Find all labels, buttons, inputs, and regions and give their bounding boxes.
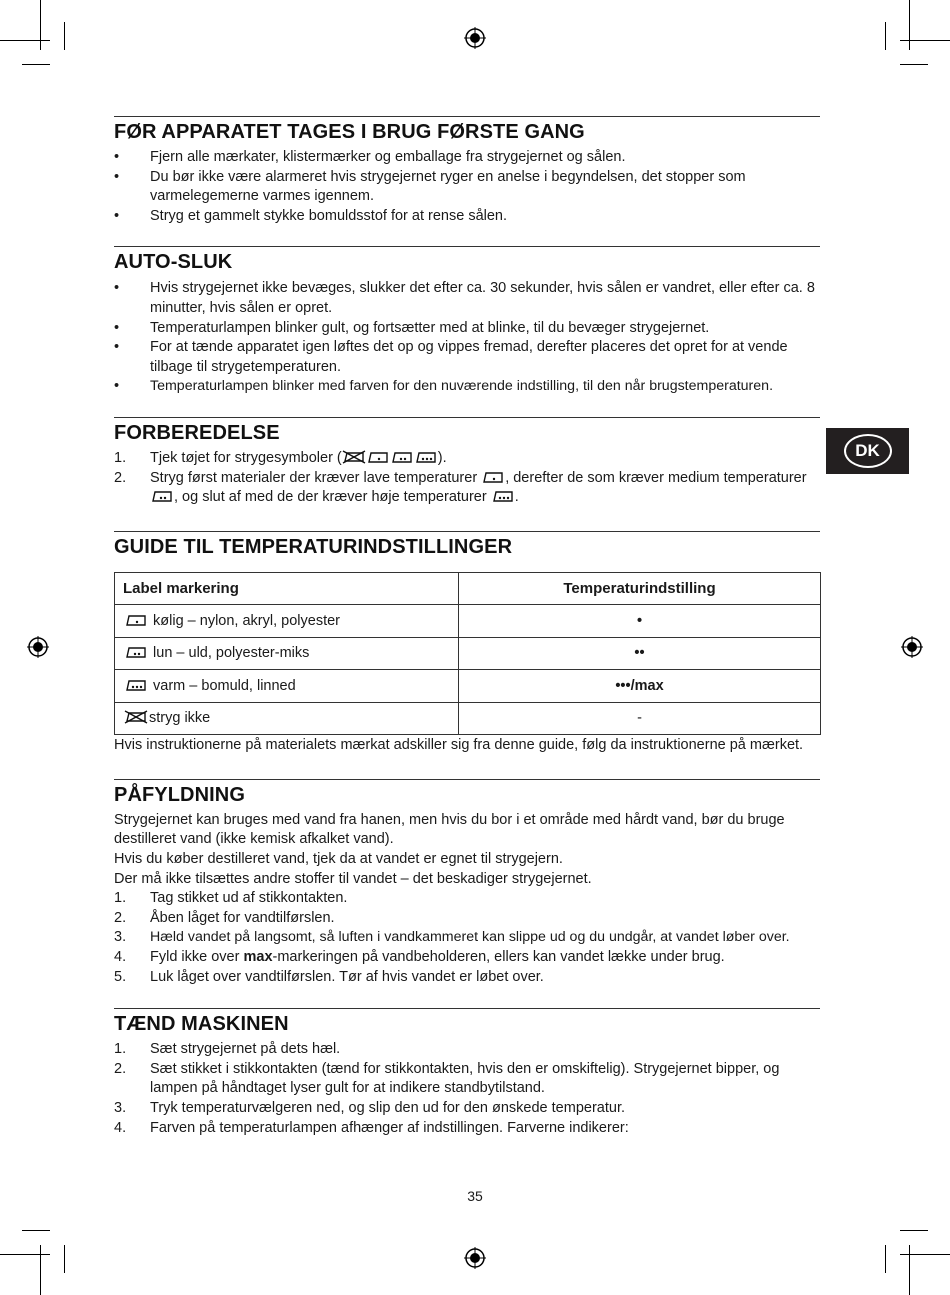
iron-2-dots-icon: [390, 450, 414, 464]
crop-mark: [900, 1254, 950, 1255]
crop-mark: [909, 1245, 910, 1295]
list-item: [114, 889, 820, 909]
list-item-text: [150, 469, 820, 508]
section-title: FORBEREDELSE: [114, 421, 280, 444]
crop-mark: [885, 1245, 886, 1273]
table-row: [115, 637, 821, 670]
iron-3-dots-icon: [491, 489, 515, 503]
list-number: 2.: [114, 469, 127, 486]
section-preparation: [114, 417, 820, 508]
list-number: 4.: [114, 948, 127, 965]
text-span: , og slut af med de der kræver høje temperaturer: [174, 489, 491, 506]
list-item-text: [150, 948, 820, 968]
row-label: stryg ikke: [149, 710, 211, 727]
list-item: [114, 1040, 820, 1060]
list-item: [114, 449, 820, 469]
table-cell-setting: -: [459, 702, 821, 735]
list-item: [114, 319, 820, 339]
paragraph: Strygejernet kan bruges med vand fra hanen, men hvis du bor i et område med hårdt vand, bør du bruge destilleret vand (ikke kemisk afkalket vand).: [114, 811, 785, 848]
list-number: 5.: [114, 968, 127, 985]
text-span: Tjek tøjet for strygesymboler (: [150, 449, 342, 466]
list-item: [114, 148, 820, 168]
text-span: -markeringen på vandbeholderen, ellers kan vandet lække under brug.: [272, 948, 725, 965]
table-header-row: [115, 572, 821, 605]
list-item: [114, 909, 820, 929]
text-span: , derefter de som kræver medium temperaturer: [505, 469, 807, 486]
list-item-text: Du bør ikke være alarmeret hvis strygejernet ryger en anelse i begyndelsen, det stopper som varmelegemerne varmes igennem.: [150, 168, 746, 205]
crop-mark: [885, 22, 886, 50]
registration-mark-icon: [464, 1247, 486, 1269]
list-item: [114, 968, 820, 988]
crop-mark: [22, 64, 50, 65]
list-item: [114, 469, 820, 508]
section-temperature-guide: [114, 531, 820, 756]
list-item-text: Hvis strygejernet ikke bevæges, slukker det efter ca. 30 sekunder, hvis sålen er vandret, eller efter ca. 8 minutter, hvis sålen er opret.: [150, 280, 815, 316]
section-title: PÅFYLDNING: [114, 783, 245, 806]
section-first-use: [114, 116, 820, 226]
list-item-text: Luk låget over vandtilførslen. Tør af hvis vandet er løbet over.: [150, 968, 544, 985]
registration-mark-icon: [901, 636, 923, 658]
crop-mark: [40, 0, 41, 50]
crop-mark: [900, 64, 928, 65]
list-item-text: [150, 449, 820, 469]
row-label: lun – uld, polyester-miks: [153, 645, 310, 662]
iron-crossed-icon: [342, 450, 366, 464]
list-item: [114, 168, 820, 207]
iron-1-dot-icon: [123, 613, 149, 627]
crop-mark: [900, 1230, 928, 1231]
list-item: [114, 1060, 820, 1099]
iron-3-dots-icon: [123, 678, 149, 692]
registration-mark-icon: [27, 636, 49, 658]
section-title: TÆND MASKINEN: [114, 1013, 289, 1036]
table-cell-label: [115, 702, 459, 735]
list-item-text: For at tænde apparatet igen løftes det op og vippes fremad, derefter placeres det opret for at vende tilbage til strygetemperaturen.: [150, 339, 788, 375]
text-span: .: [514, 489, 519, 506]
guide-note: Hvis instruktionerne på materialets mærkat adskiller sig fra denne guide, følg da instruktionerne på mærket.: [114, 737, 804, 754]
crop-mark: [64, 22, 65, 50]
list-number: 3.: [114, 929, 127, 946]
column-header: Label markering: [115, 572, 459, 605]
table-cell-label: [115, 637, 459, 670]
list-item: [114, 1099, 820, 1119]
section-title: FØR APPARATET TAGES I BRUG FØRSTE GANG: [114, 121, 585, 143]
iron-1-dot-icon: [481, 470, 505, 484]
table-cell-setting: ••: [459, 637, 821, 670]
list-number: 3.: [114, 1099, 127, 1116]
list-item: [114, 948, 820, 968]
iron-3-dots-icon: [414, 450, 438, 464]
list-number: 2.: [114, 1060, 127, 1077]
row-label: kølig – nylon, akryl, polyester: [153, 612, 340, 629]
language-code: DK: [844, 434, 892, 468]
bullet: •: [114, 319, 120, 336]
crop-mark: [40, 1245, 41, 1295]
section-filling: [114, 779, 820, 987]
section-switch-on: [114, 1008, 820, 1138]
table-cell-setting: •••/max: [459, 670, 821, 703]
table-row: [115, 605, 821, 638]
crop-mark: [64, 1245, 65, 1273]
page-number: 35: [467, 1188, 483, 1204]
iron-1-dot-icon: [366, 450, 390, 464]
temperature-table: [114, 572, 821, 736]
crop-mark: [900, 40, 950, 41]
iron-2-dots-icon: [123, 645, 149, 659]
list-number: 1.: [114, 890, 127, 907]
crop-mark: [909, 0, 910, 50]
bullet: •: [114, 378, 120, 395]
text-span: Fyld ikke over: [150, 948, 244, 965]
list-item: [114, 928, 820, 948]
list-item-text: Farven på temperaturlampen afhænger af indstillingen. Farverne indikerer:: [150, 1119, 629, 1136]
list-number: 4.: [114, 1119, 127, 1136]
language-tab: [826, 428, 909, 474]
list-item-text: Sæt stikket i stikkontakten (tænd for stikkontakten, hvis den er omskiftelig). Strygejernet bipper, og lampen på håndtaget lyser gult for at indikere standbytilstand.: [150, 1060, 780, 1097]
list-number: 2.: [114, 909, 127, 926]
crop-mark: [0, 40, 50, 41]
section-title: AUTO-SLUK: [114, 251, 233, 274]
bullet: •: [114, 280, 120, 297]
table-row: [115, 702, 821, 735]
table-cell-setting: •: [459, 605, 821, 638]
bullet: •: [114, 207, 120, 224]
list-item-text: Åben låget for vandtilførslen.: [150, 909, 335, 926]
table-cell-label: [115, 670, 459, 703]
crop-mark: [0, 1254, 50, 1255]
max-label: max: [243, 948, 273, 965]
list-item: [114, 207, 820, 227]
list-item-text: Tryk temperaturvælgeren ned, og slip den ud for den ønskede temperatur.: [150, 1099, 625, 1116]
list-number: 1.: [114, 1041, 127, 1058]
section-title: GUIDE TIL TEMPERATURINDSTILLINGER: [114, 535, 513, 558]
paragraph: Hvis du køber destilleret vand, tjek da at vandet er egnet til strygejern.: [114, 851, 563, 867]
crop-mark: [22, 1230, 50, 1231]
list-number: 1.: [114, 449, 127, 466]
bullet: •: [114, 339, 120, 356]
paragraph: Der må ikke tilsættes andre stoffer til vandet – det beskadiger strygejernet.: [114, 870, 592, 887]
text-span: ).: [437, 449, 447, 466]
text-span: Stryg først materialer der kræver lave temperaturer: [150, 469, 482, 486]
list-item-text: Fjern alle mærkater, klistermærker og emballage fra strygejernet og sålen.: [150, 149, 626, 165]
list-item-text: Stryg et gammelt stykke bomuldsstof for at rense sålen.: [150, 207, 508, 224]
list-item: [114, 279, 820, 318]
list-item-text: Temperaturlampen blinker med farven for den nuværende indstilling, til den når brugstemperaturen.: [150, 378, 774, 395]
table-row: [115, 670, 821, 703]
row-label: varm – bomuld, linned: [153, 677, 296, 694]
iron-crossed-icon: [123, 710, 149, 724]
list-item-text: Sæt strygejernet på dets hæl.: [150, 1041, 341, 1058]
list-item: [114, 338, 820, 377]
bullet: •: [114, 149, 120, 165]
list-item-text: Tag stikket ud af stikkontakten.: [150, 890, 348, 907]
page-content: [114, 116, 820, 1138]
iron-2-dots-icon: [150, 489, 174, 503]
section-auto-off: [114, 246, 820, 397]
table-cell-label: [115, 605, 459, 638]
bullet: •: [114, 168, 120, 185]
list-item: [114, 1119, 820, 1139]
list-item-text: Temperaturlampen blinker gult, og fortsætter med at blinke, til du bevæger strygejernet.: [150, 319, 710, 336]
registration-mark-icon: [464, 27, 486, 49]
column-header: Temperaturindstilling: [459, 572, 821, 605]
list-item-text: Hæld vandet på langsomt, så luften i vandkammeret kan slippe ud og du undgår, at vandet løber over.: [150, 929, 790, 946]
list-item: [114, 377, 820, 397]
